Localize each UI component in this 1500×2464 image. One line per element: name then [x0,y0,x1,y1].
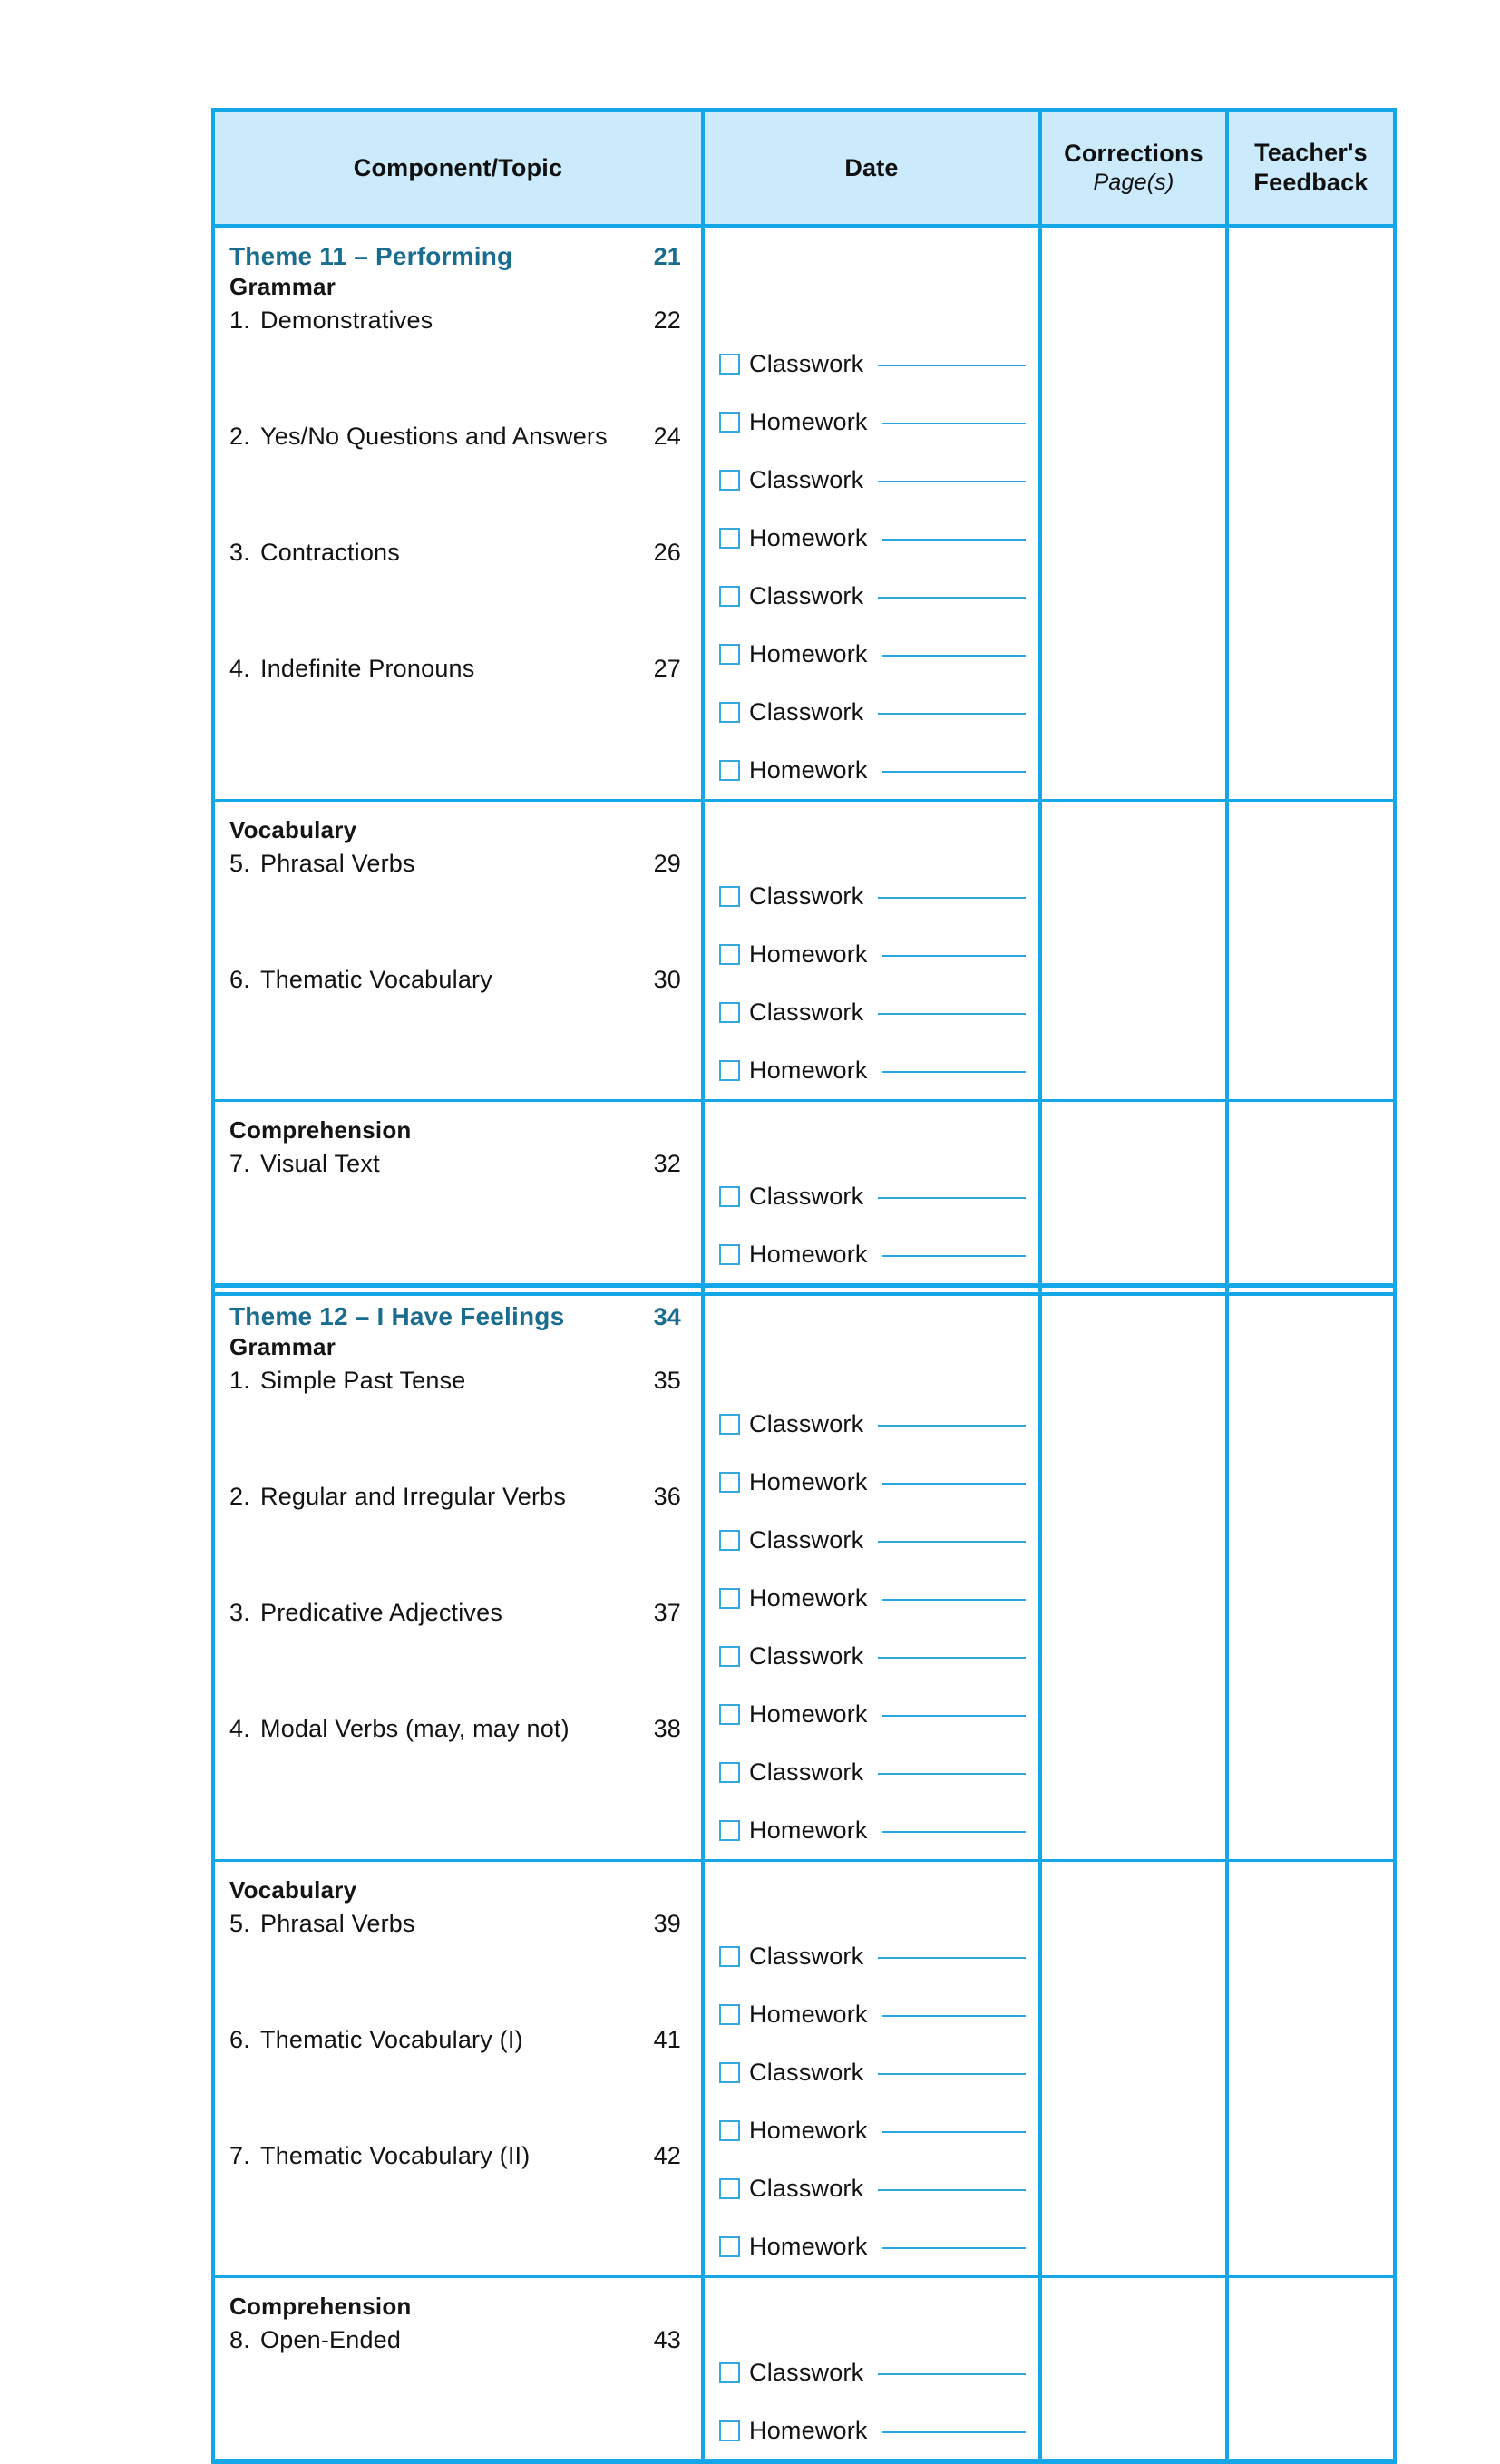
topic-label: Phrasal Verbs [260,1910,415,1937]
homework-date-field[interactable] [882,955,1026,957]
cell-corrections[interactable] [1040,226,1227,801]
topic-list [229,2326,681,2384]
topic-label: Phrasal Verbs [260,850,415,877]
checkbox-list [705,1862,1038,2275]
classwork-row [719,1743,1026,1801]
topic-list [229,1367,681,1773]
homework-row [719,2101,1026,2159]
classwork-date-field[interactable] [878,1425,1026,1427]
classwork-checkbox[interactable] [719,354,740,375]
topic-label: Indefinite Pronouns [260,655,475,682]
homework-label: Homework [749,2116,868,2144]
classwork-label: Classwork [749,465,864,493]
theme-page-number: 21 [653,243,681,270]
topic-row [229,2142,681,2200]
topic-label: Regular and Irregular Verbs [260,1483,567,1510]
classwork-checkbox[interactable] [719,1414,740,1435]
classwork-label: Classwork [749,1942,864,1970]
checkbox-list [705,2278,1038,2459]
cell-date [703,1286,1040,1861]
cell-date [703,1101,1040,1286]
classwork-checkbox[interactable] [719,1002,740,1023]
classwork-row [719,683,1026,741]
classwork-label: Classwork [749,881,864,910]
cell-component-topic [213,226,703,801]
homework-checkbox[interactable] [719,760,740,781]
alignment-spacer [719,802,1026,867]
cell-corrections[interactable] [1040,1286,1227,1861]
alignment-spacer [719,1102,1026,1167]
classwork-row [719,867,1026,925]
topic-row [229,850,681,908]
cell-teachers-feedback[interactable] [1227,2277,1395,2462]
classwork-row [719,451,1026,509]
section-heading: Comprehension [229,2293,412,2320]
homework-checkbox[interactable] [719,1820,740,1841]
column-header-component-topic [213,110,703,226]
topic-page-number: 41 [653,2026,681,2053]
homework-row [719,1225,1026,1283]
column-header-corrections [1040,110,1227,226]
topic-row [229,2026,681,2084]
topic-row [229,1150,681,1208]
homework-label: Homework [749,1240,868,1268]
theme-title: Theme 12 – I Have Feelings [229,1302,565,1330]
column-header-teachers-feedback [1227,110,1395,226]
classwork-date-field[interactable] [878,481,1026,482]
homework-label: Homework [749,1583,868,1612]
homework-checkbox[interactable] [719,644,740,665]
topic-page-number: 24 [653,423,681,450]
classwork-checkbox[interactable] [719,586,740,607]
table-row [213,1101,1395,1286]
topic-number: 4. [229,655,250,682]
classwork-row [719,983,1026,1041]
homework-date-field[interactable] [882,2131,1026,2133]
classwork-checkbox[interactable] [719,1646,740,1667]
homework-date-field[interactable] [882,2247,1026,2249]
homework-label: Homework [749,1056,868,1084]
classwork-label: Classwork [749,349,864,377]
homework-row [719,509,1026,567]
classwork-label: Classwork [749,1182,864,1210]
classwork-row [719,1395,1026,1453]
cell-component-topic [213,1101,703,1286]
homework-date-field[interactable] [882,1831,1026,1833]
section-heading: Grammar [229,1333,336,1360]
table-header [213,110,1395,226]
cell-teachers-feedback[interactable] [1227,801,1395,1101]
topic-row [229,655,681,713]
homework-checkbox[interactable] [719,944,740,965]
cell-date [703,226,1040,801]
topic-label: Thematic Vocabulary (I) [260,2026,523,2053]
homework-date-field[interactable] [882,423,1026,424]
topic-number: 3. [229,539,250,566]
cell-component-topic [213,2277,703,2462]
homework-date-field[interactable] [882,1255,1026,1257]
topic-number: 4. [229,1715,250,1742]
cell-component-topic [213,801,703,1101]
homework-row [719,925,1026,983]
cell-teachers-feedback[interactable] [1227,1286,1395,1861]
classwork-label: Classwork [749,1758,864,1786]
classwork-label: Classwork [749,998,864,1026]
classwork-date-field[interactable] [878,1773,1026,1775]
classwork-date-field[interactable] [878,1957,1026,1959]
cell-corrections[interactable] [1040,1101,1227,1286]
topic-label: Yes/No Questions and Answers [260,423,608,450]
topic-row [229,1483,681,1541]
theme-heading [229,1302,681,1331]
topic-number: 7. [229,1150,250,1177]
homework-date-field[interactable] [882,1071,1026,1073]
section-heading: Comprehension [229,1116,412,1144]
cell-date [703,1861,1040,2277]
homework-label: Homework [749,1699,868,1728]
topic-page-number: 43 [653,2326,681,2353]
classwork-checkbox[interactable] [719,1762,740,1783]
table-row [213,226,1395,801]
homework-label: Homework [749,523,868,551]
column-header-date [703,110,1040,226]
classwork-checkbox[interactable] [719,2062,740,2083]
classwork-row [719,335,1026,393]
topic-number: 1. [229,307,250,334]
table-row [213,1286,1395,1861]
cell-teachers-feedback[interactable] [1227,1861,1395,2277]
topic-label: Thematic Vocabulary [260,966,492,993]
classwork-checkbox[interactable] [719,2178,740,2199]
topic-label: Predicative Adjectives [260,1599,503,1626]
topic-number: 1. [229,1367,250,1394]
homework-checkbox[interactable] [719,2420,740,2441]
topic-row [229,307,681,365]
homework-row [719,1041,1026,1099]
topic-number: 2. [229,1483,250,1510]
topic-number: 5. [229,850,250,877]
homework-checkbox[interactable] [719,1588,740,1609]
classwork-checkbox[interactable] [719,886,740,907]
homework-label: Homework [749,2232,868,2260]
homework-checkbox[interactable] [719,2004,740,2025]
table-body [213,226,1395,2462]
section-heading: Vocabulary [229,1876,357,1904]
topic-number: 3. [229,1599,250,1626]
classwork-checkbox[interactable] [719,470,740,491]
section-heading: Grammar [229,273,336,300]
topic-label: Visual Text [260,1150,380,1177]
topic-number: 6. [229,966,250,993]
homework-label: Homework [749,1816,868,1844]
classwork-checkbox[interactable] [719,2362,740,2383]
progress-checklist-table [211,108,1397,2464]
homework-row [719,1453,1026,1511]
classwork-label: Classwork [749,2174,864,2202]
topic-page-number: 30 [653,966,681,993]
homework-row [719,1801,1026,1859]
cell-date [703,2277,1040,2462]
topic-page-number: 22 [653,307,681,334]
topic-page-number: 39 [653,1910,681,1937]
column-header-component-topic-label: Component/Topic [353,153,563,181]
topic-list [229,850,681,1024]
classwork-checkbox[interactable] [719,1186,740,1207]
topic-number: 5. [229,1910,250,1937]
topic-label: Demonstratives [260,307,433,334]
topic-number: 7. [229,2142,250,2169]
homework-checkbox[interactable] [719,528,740,549]
homework-checkbox[interactable] [719,2120,740,2141]
column-header-teachers-feedback-label: Teacher's [1254,139,1368,167]
cell-corrections[interactable] [1040,801,1227,1101]
alignment-spacer [719,1862,1026,1927]
classwork-row [719,1511,1026,1569]
homework-row [719,741,1026,799]
classwork-date-field[interactable] [878,365,1026,366]
homework-date-field[interactable] [882,1715,1026,1717]
topic-page-number: 29 [653,850,681,877]
homework-checkbox[interactable] [719,2236,740,2257]
classwork-date-field[interactable] [878,1541,1026,1543]
homework-row [719,2401,1026,2459]
classwork-row [719,2343,1026,2401]
topic-label: Thematic Vocabulary (II) [260,2142,531,2169]
topic-label: Contractions [260,539,400,566]
homework-checkbox[interactable] [719,1244,740,1265]
column-header-corrections-label: Corrections [1064,140,1203,168]
classwork-date-field[interactable] [878,2373,1026,2375]
topic-list [229,1150,681,1208]
topic-row [229,1715,681,1773]
topic-number: 6. [229,2026,250,2053]
column-header-date-label: Date [844,153,899,181]
topic-list [229,1910,681,2200]
topic-page-number: 27 [653,655,681,682]
homework-checkbox[interactable] [719,1060,740,1081]
homework-label: Homework [749,639,868,667]
classwork-row [719,2159,1026,2217]
homework-date-field[interactable] [882,771,1026,773]
homework-row [719,1569,1026,1627]
classwork-row [719,567,1026,625]
classwork-label: Classwork [749,1525,864,1553]
checkbox-list [705,802,1038,1099]
homework-label: Homework [749,2000,868,2028]
homework-label: Homework [749,2416,868,2444]
topic-page-number: 38 [653,1715,681,1742]
classwork-date-field[interactable] [878,1013,1026,1015]
cell-corrections[interactable] [1040,1861,1227,2277]
homework-date-field[interactable] [882,655,1026,657]
theme-title: Theme 11 – Performing [229,242,513,270]
theme-heading [229,242,681,271]
cell-component-topic [213,1861,703,2277]
homework-label: Homework [749,407,868,435]
classwork-row [719,1627,1026,1685]
homework-row [719,393,1026,451]
classwork-date-field[interactable] [878,597,1026,599]
topic-label: Modal Verbs (may, may not) [260,1715,570,1742]
topic-row [229,1367,681,1425]
checkbox-list [705,228,1038,799]
classwork-row [719,2043,1026,2101]
homework-label: Homework [749,1467,868,1495]
column-header-corrections-sublabel: Page(s) [1093,170,1174,196]
homework-checkbox[interactable] [719,1704,740,1725]
topic-row [229,423,681,481]
column-header-teachers-feedback-sublabel: Feedback [1253,169,1369,196]
homework-label: Homework [749,940,868,968]
topic-number: 8. [229,2326,250,2353]
topic-label: Simple Past Tense [260,1367,466,1394]
topic-label: Open-Ended [260,2326,402,2353]
classwork-date-field[interactable] [878,2189,1026,2191]
checkbox-list [705,1288,1038,1859]
homework-date-field[interactable] [882,539,1026,541]
topic-page-number: 37 [653,1599,681,1626]
classwork-checkbox[interactable] [719,702,740,723]
topic-row [229,1599,681,1657]
classwork-label: Classwork [749,1409,864,1437]
cell-corrections[interactable] [1040,2277,1227,2462]
alignment-spacer [719,2278,1026,2343]
table-row [213,801,1395,1101]
table-row [213,2277,1395,2462]
theme-page-number: 34 [653,1303,681,1330]
classwork-date-field[interactable] [878,897,1026,899]
classwork-checkbox[interactable] [719,1530,740,1551]
topic-row [229,539,681,597]
homework-row [719,2217,1026,2275]
cell-teachers-feedback[interactable] [1227,226,1395,801]
cell-teachers-feedback[interactable] [1227,1101,1395,1286]
classwork-date-field[interactable] [878,2073,1026,2075]
topic-row [229,2326,681,2384]
alignment-spacer [719,228,1026,335]
classwork-date-field[interactable] [878,713,1026,715]
homework-date-field[interactable] [882,1483,1026,1485]
classwork-label: Classwork [749,2058,864,2086]
topic-page-number: 35 [653,1367,681,1394]
homework-row [719,625,1026,683]
topic-number: 2. [229,423,250,450]
homework-date-field[interactable] [882,2431,1026,2433]
classwork-label: Classwork [749,2358,864,2386]
topic-page-number: 36 [653,1483,681,1510]
homework-label: Homework [749,755,868,784]
cell-component-topic [213,1286,703,1861]
section-heading: Vocabulary [229,816,357,843]
topic-page-number: 26 [653,539,681,566]
topic-page-number: 42 [653,2142,681,2169]
cell-date [703,801,1040,1101]
homework-date-field[interactable] [882,1599,1026,1601]
classwork-date-field[interactable] [878,1657,1026,1659]
homework-checkbox[interactable] [719,412,740,433]
homework-date-field[interactable] [882,2015,1026,2017]
classwork-row [719,1927,1026,1985]
classwork-checkbox[interactable] [719,1946,740,1967]
classwork-date-field[interactable] [878,1197,1026,1199]
checkbox-list [705,1102,1038,1283]
topic-row [229,966,681,1024]
topic-row [229,1910,681,1968]
topic-page-number: 32 [653,1150,681,1177]
classwork-label: Classwork [749,1641,864,1670]
homework-checkbox[interactable] [719,1472,740,1493]
alignment-spacer [719,1288,1026,1395]
classwork-label: Classwork [749,697,864,726]
classwork-row [719,1167,1026,1225]
topic-list [229,307,681,713]
homework-row [719,1685,1026,1743]
homework-row [719,1985,1026,2043]
table-row [213,1861,1395,2277]
classwork-label: Classwork [749,581,864,609]
header-row [213,110,1395,226]
